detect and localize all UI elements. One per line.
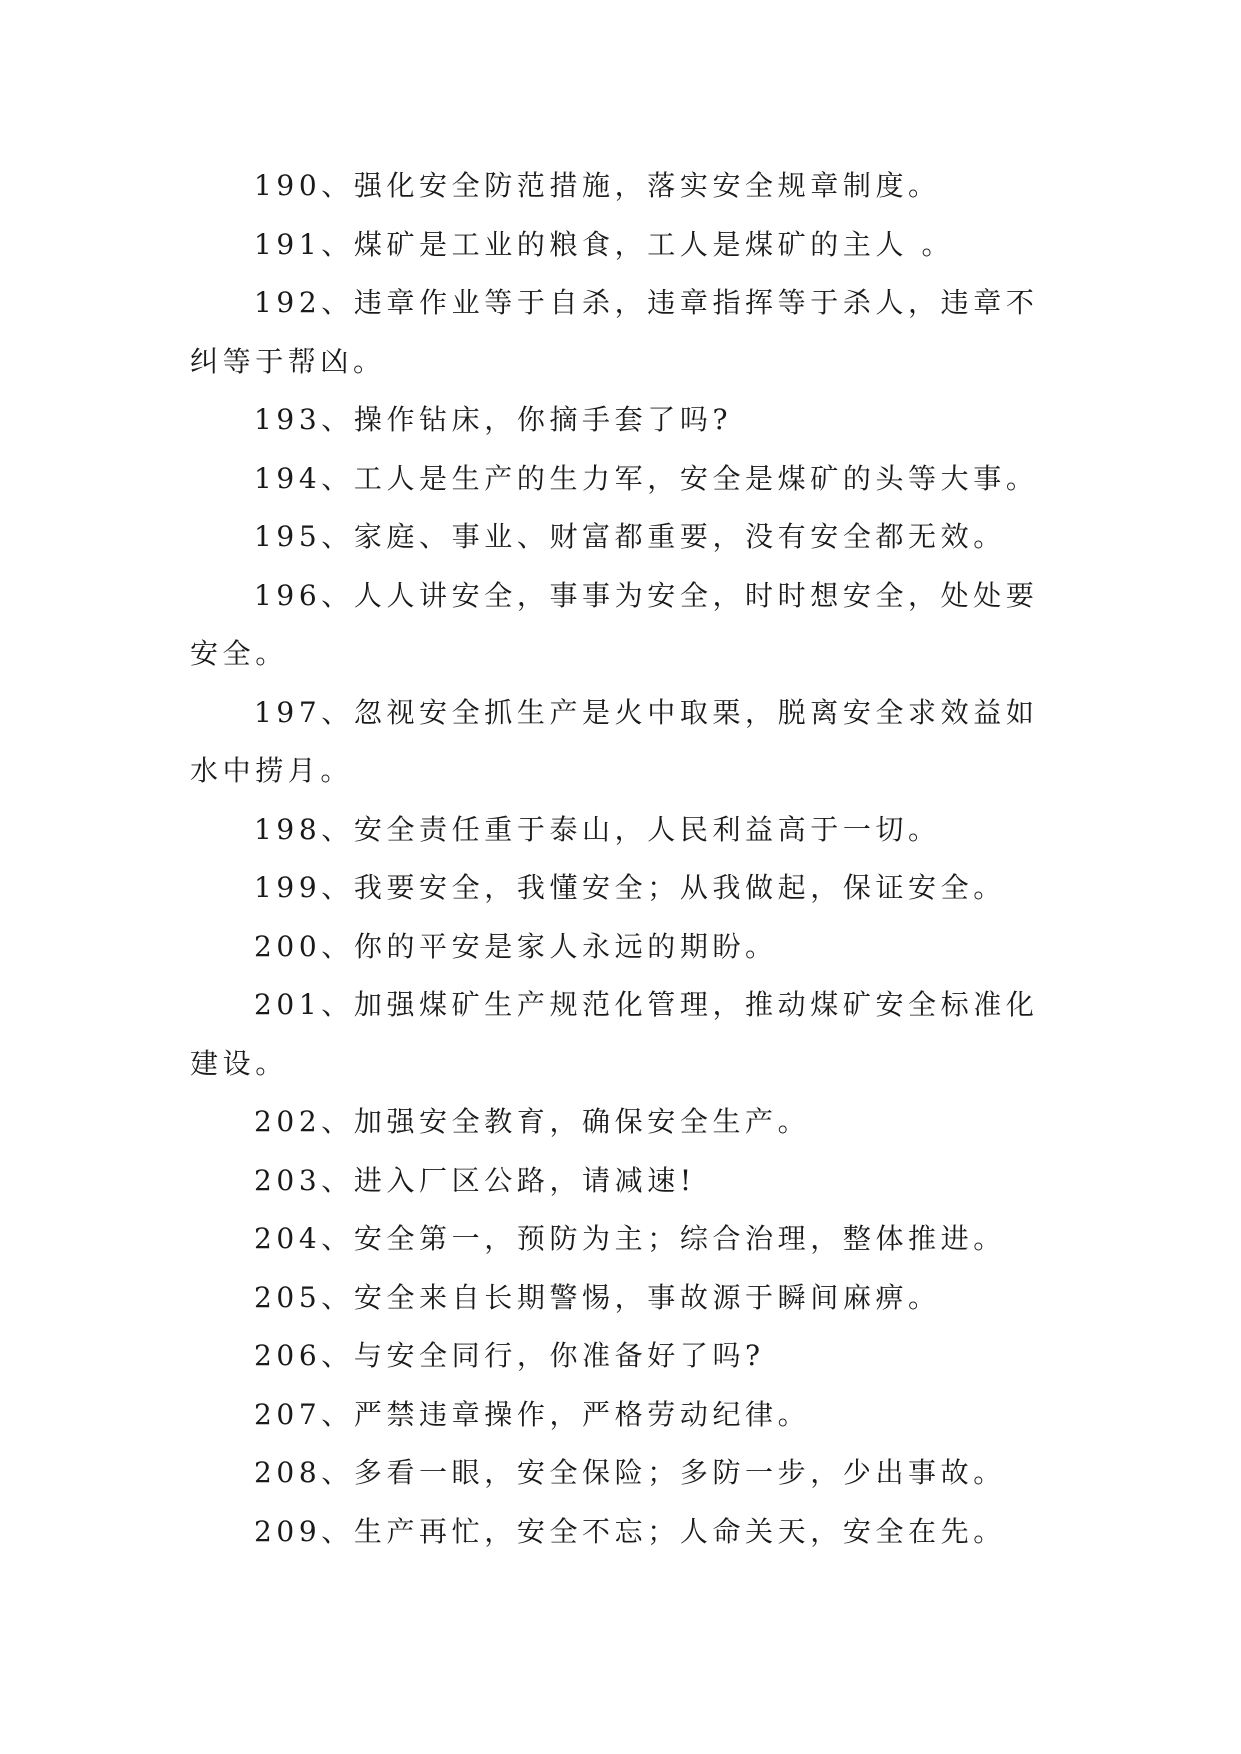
list-item: 207、严禁违章操作，严格劳动纪律。 — [254, 1397, 811, 1431]
list-item: 202、加强安全教育，确保安全生产。 — [254, 1105, 811, 1138]
list-item: 201、加强煤矿生产规范化管理，推动煤矿安全标准化建设。 — [190, 988, 1039, 1080]
list-item: 191、煤矿是工业的粮食，工人是煤矿的主人 。 — [254, 227, 955, 261]
list-item: 190、强化安全防范措施，落实安全规章制度。 — [254, 169, 941, 202]
slogan-list — [190, 157, 1050, 1561]
list-item: 204、安全第一，预防为主；综合治理，整体推进。 — [254, 1222, 1006, 1255]
list-item: 199、我要安全，我懂安全；从我做起，保证安全。 — [254, 871, 1006, 904]
list-item: 198、安全责任重于泰山，人民利益高于一切。 — [254, 812, 941, 846]
list-item: 206、与安全同行，你准备好了吗? — [254, 1339, 765, 1372]
list-item: 192、违章作业等于自杀，违章指挥等于杀人，违章不纠等于帮凶。 — [190, 286, 1039, 378]
list-item: 208、多看一眼，安全保险；多防一步，少出事故。 — [254, 1456, 1006, 1489]
list-item: 203、进入厂区公路，请减速! — [254, 1163, 696, 1197]
list-item: 200、你的平安是家人永远的期盼。 — [254, 929, 778, 963]
list-item: 197、忽视安全抓生产是火中取栗，脱离安全求效益如水中捞月。 — [190, 695, 1039, 787]
list-item: 193、操作钻床，你摘手套了吗? — [254, 403, 733, 436]
list-item: 195、家庭、事业、财富都重要，没有安全都无效。 — [254, 520, 1006, 553]
list-item: 205、安全来自长期警惕，事故源于瞬间麻痹。 — [254, 1280, 941, 1314]
list-item: 196、人人讲安全，事事为安全，时时想安全，处处要安全。 — [190, 578, 1039, 670]
list-item: 194、工人是生产的生力军，安全是煤矿的头等大事。 — [254, 461, 1039, 495]
list-item: 209、生产再忙，安全不忘；人命关天，安全在先。 — [254, 1514, 1006, 1548]
